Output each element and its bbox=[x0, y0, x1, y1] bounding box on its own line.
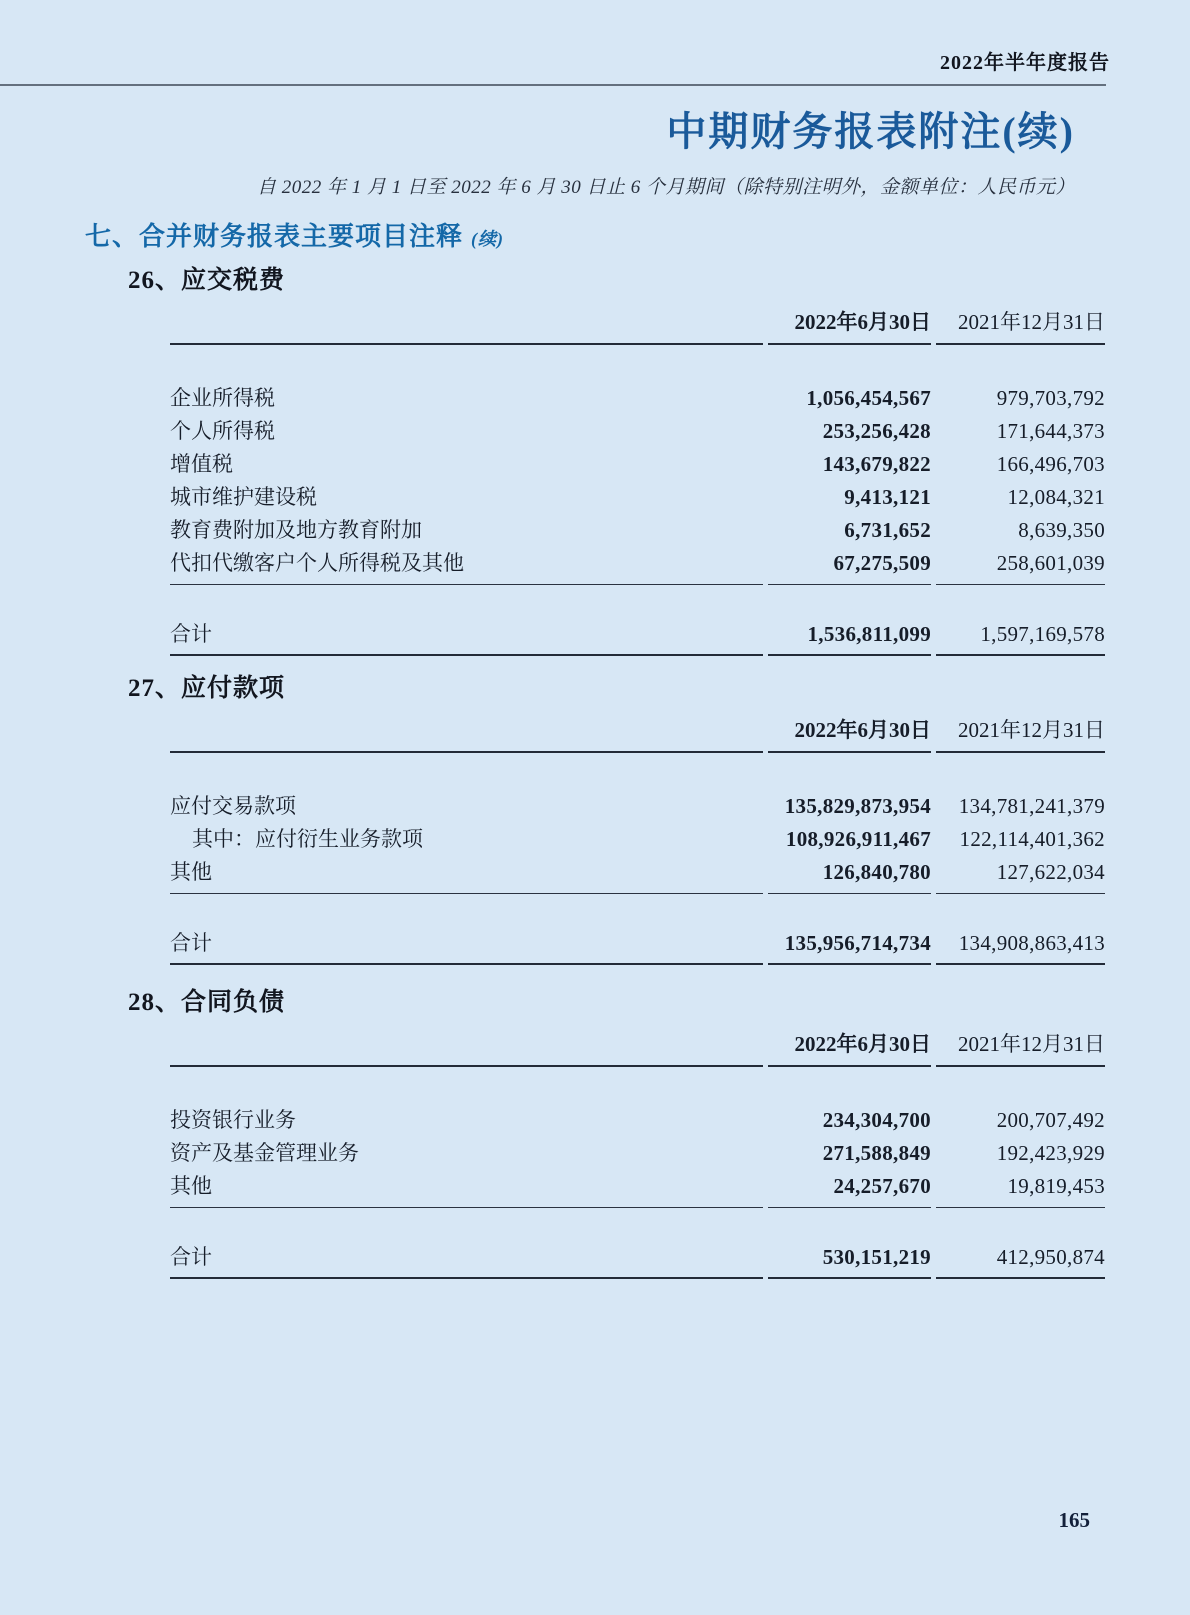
header-col-2022: 2022年6月30日 bbox=[768, 1031, 931, 1067]
note-27-table bbox=[170, 717, 1105, 965]
header-col-2021: 2021年12月31日 bbox=[936, 717, 1105, 753]
page-subtitle: 自 2022 年 1 月 1 日至 2022 年 6 月 30 日止 6 个月期间（除特别注明外，金额单位：人民币元） bbox=[256, 177, 1075, 198]
table-row bbox=[170, 448, 1105, 481]
total-label: 合计 bbox=[170, 894, 763, 965]
total-label: 合计 bbox=[170, 585, 763, 656]
total-label: 合计 bbox=[170, 1208, 763, 1279]
row-label: 应付交易款项 bbox=[170, 794, 296, 818]
row-value-2021: 122,114,401,362 bbox=[959, 827, 1105, 851]
table-row bbox=[170, 481, 1105, 514]
row-value-2021: 8,639,350 bbox=[1018, 518, 1105, 542]
row-value-2021: 979,703,792 bbox=[996, 386, 1105, 410]
table-row bbox=[170, 382, 1105, 415]
note-28-number: 28、 bbox=[128, 989, 182, 1016]
row-value-2022: 143,679,822 bbox=[822, 452, 931, 476]
table-row bbox=[170, 514, 1105, 547]
table-total-row bbox=[170, 585, 1105, 656]
row-value-2021: 12,084,321 bbox=[1007, 485, 1105, 509]
row-value-2022: 253,256,428 bbox=[822, 419, 931, 443]
row-value-2022: 24,257,670 bbox=[768, 1170, 931, 1208]
table-spacer bbox=[170, 1067, 1105, 1104]
total-value-2021: 1,597,169,578 bbox=[936, 585, 1105, 656]
table-row bbox=[170, 823, 1105, 856]
note-26-table bbox=[170, 309, 1105, 656]
note-27-block bbox=[0, 672, 1190, 965]
table-spacer bbox=[170, 345, 1105, 382]
note-27-title: 应付款项 bbox=[181, 675, 286, 702]
row-value-2022: 271,588,849 bbox=[822, 1141, 931, 1165]
note-27-number: 27、 bbox=[128, 675, 182, 702]
row-label: 代扣代缴客户个人所得税及其他 bbox=[170, 547, 763, 585]
row-value-2022: 6,731,652 bbox=[844, 518, 931, 542]
row-value-2022: 234,304,700 bbox=[822, 1108, 931, 1132]
total-value-2021: 412,950,874 bbox=[936, 1208, 1105, 1279]
row-value-2022: 108,926,911,467 bbox=[785, 827, 931, 851]
row-value-2022: 1,056,454,567 bbox=[806, 386, 931, 410]
row-value-2022: 135,829,873,954 bbox=[784, 794, 931, 818]
report-header-label: 2022年半年度报告 bbox=[940, 52, 1110, 74]
table-row bbox=[170, 547, 1105, 585]
note-28-heading bbox=[128, 986, 1190, 1019]
table-row bbox=[170, 415, 1105, 448]
table-row bbox=[170, 1137, 1105, 1170]
row-value-2021: 192,423,929 bbox=[996, 1141, 1105, 1165]
row-label: 个人所得税 bbox=[170, 419, 275, 443]
table-row bbox=[170, 856, 1105, 894]
header-label-cell bbox=[170, 717, 763, 753]
total-value-2022: 135,956,714,734 bbox=[768, 894, 931, 965]
table-total-row bbox=[170, 894, 1105, 965]
note-27-heading bbox=[128, 672, 1190, 705]
total-value-2022: 1,536,811,099 bbox=[768, 585, 931, 656]
header-label-cell bbox=[170, 309, 763, 345]
row-value-2021: 166,496,703 bbox=[996, 452, 1105, 476]
note-26-block bbox=[0, 264, 1190, 656]
page-title: 中期财务报表附注(续) bbox=[666, 109, 1075, 154]
row-label: 教育费附加及地方教育附加 bbox=[170, 518, 422, 542]
note-28-block bbox=[0, 986, 1190, 1279]
header-col-2022: 2022年6月30日 bbox=[768, 717, 931, 753]
row-value-2021: 19,819,453 bbox=[936, 1170, 1105, 1208]
row-value-2021: 200,707,492 bbox=[996, 1108, 1105, 1132]
row-value-2021: 171,644,373 bbox=[996, 419, 1105, 443]
row-value-2022: 126,840,780 bbox=[768, 856, 931, 894]
row-label: 其他 bbox=[170, 856, 763, 894]
page-number: 165 bbox=[1058, 1508, 1090, 1532]
header-label-cell bbox=[170, 1031, 763, 1067]
row-label: 企业所得税 bbox=[170, 386, 275, 410]
note-26-number: 26、 bbox=[128, 267, 182, 294]
header-divider bbox=[0, 84, 1106, 86]
table-row bbox=[170, 1170, 1105, 1208]
section-heading-text: 七、合并财务报表主要项目注释 bbox=[85, 222, 464, 251]
table-row bbox=[170, 790, 1105, 823]
table-row bbox=[170, 1104, 1105, 1137]
total-value-2022: 530,151,219 bbox=[768, 1208, 931, 1279]
table-total-row bbox=[170, 1208, 1105, 1279]
note-26-title: 应交税费 bbox=[181, 267, 286, 294]
row-label: 城市维护建设税 bbox=[170, 485, 317, 509]
section-heading-suffix: (续) bbox=[471, 229, 505, 249]
row-value-2021: 134,781,241,379 bbox=[958, 794, 1105, 818]
total-value-2021: 134,908,863,413 bbox=[936, 894, 1105, 965]
note-26-heading bbox=[128, 264, 1190, 297]
table-header-row bbox=[170, 1031, 1105, 1067]
section-heading bbox=[85, 220, 504, 256]
row-label: 增值税 bbox=[170, 452, 233, 476]
row-label: 资产及基金管理业务 bbox=[170, 1141, 359, 1165]
row-label: 其中：应付衍生业务款项 bbox=[192, 827, 423, 851]
note-28-title: 合同负债 bbox=[181, 989, 286, 1016]
row-value-2021: 258,601,039 bbox=[936, 547, 1105, 585]
header-col-2021: 2021年12月31日 bbox=[936, 309, 1105, 345]
note-28-table bbox=[170, 1031, 1105, 1279]
table-header-row bbox=[170, 717, 1105, 753]
row-value-2021: 127,622,034 bbox=[936, 856, 1105, 894]
row-label: 投资银行业务 bbox=[170, 1108, 296, 1132]
row-label: 其他 bbox=[170, 1170, 763, 1208]
header-col-2022: 2022年6月30日 bbox=[768, 309, 931, 345]
header-col-2021: 2021年12月31日 bbox=[936, 1031, 1105, 1067]
row-value-2022: 67,275,509 bbox=[768, 547, 931, 585]
table-header-row bbox=[170, 309, 1105, 345]
row-value-2022: 9,413,121 bbox=[844, 485, 931, 509]
table-spacer bbox=[170, 753, 1105, 790]
